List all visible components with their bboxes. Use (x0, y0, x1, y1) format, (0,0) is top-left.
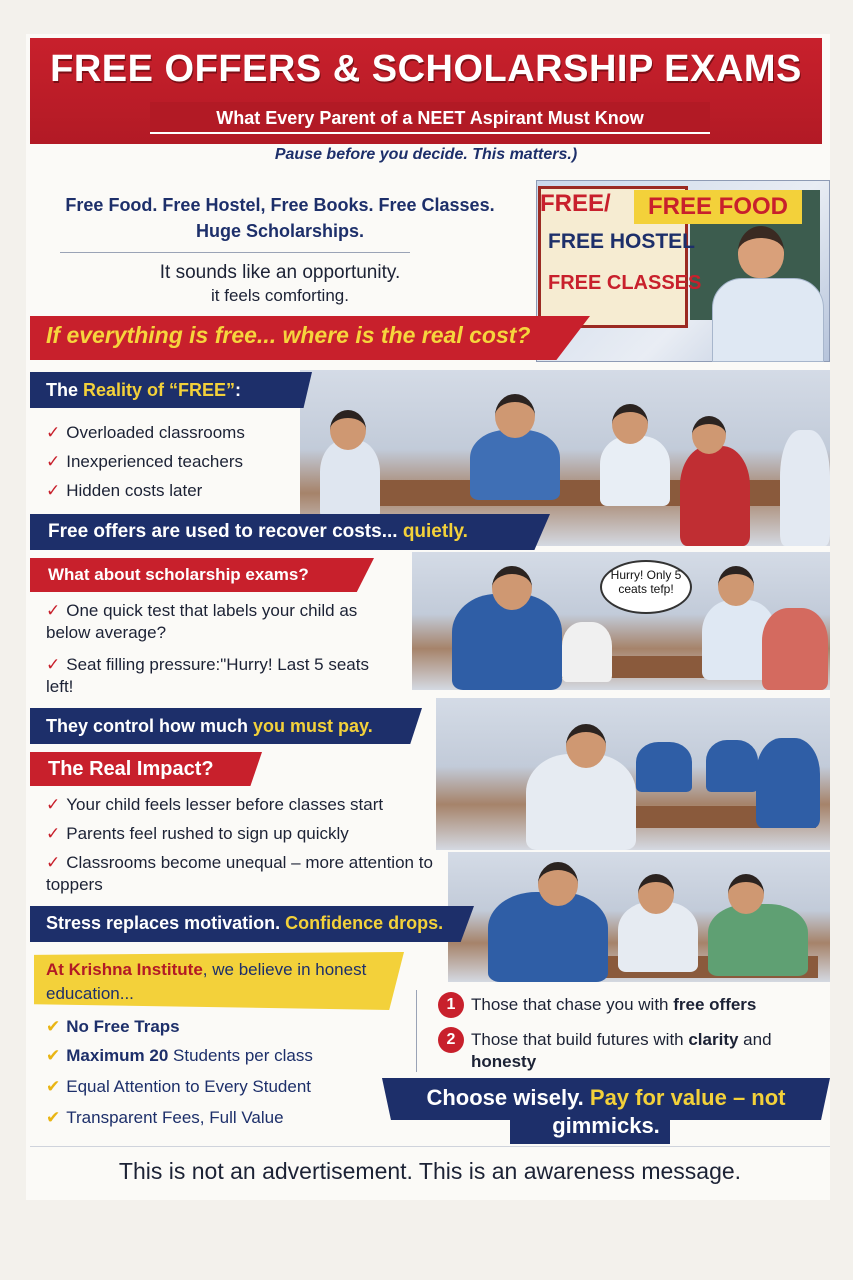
impact-item-2: ✓ Parents feel rushed to sign up quickly (46, 824, 349, 843)
tagline: Pause before you decide. This matters.) (274, 146, 578, 163)
footer-divider (30, 1146, 830, 1147)
reality-item-1: ✓ Overloaded classrooms (46, 423, 245, 442)
board-free-food: FREE FOOD (634, 190, 802, 224)
feature-equal-attention: ✔ Equal Attention to Every Student (46, 1077, 312, 1096)
worried-family-illustration (448, 852, 830, 982)
feature-max-students: ✔ Maximum 20 Students per class (46, 1046, 313, 1065)
intro-line3: It sounds like an opportunity. (159, 262, 401, 283)
board-free-classes: FREE CLASSES (548, 272, 702, 294)
awareness-footer: This is not an advertisement. This is an awareness message. (118, 1158, 742, 1184)
teacher-figure (712, 278, 824, 362)
scholarship-footer: They control how much you must pay. (46, 716, 373, 736)
scholarship-item-2: ✓ Seat filling pressure:"Hurry! Last 5 seats left! (46, 655, 369, 696)
intro-line4: it feels comforting. (211, 286, 349, 305)
feature-no-free-traps: ✔ No Free Traps (46, 1017, 180, 1036)
impact-item-3: ✓ Classrooms become unequal – more attention to toppers (46, 853, 433, 894)
institute-statement: At Krishna Institute, we believe in honest education... (46, 960, 367, 1003)
subtitle: What Every Parent of a NEET Aspirant Must Know (150, 102, 710, 134)
intro-divider (60, 252, 410, 253)
choice-1: Those that chase you with free offers (471, 995, 757, 1014)
teacher-head (738, 226, 784, 278)
board-free-hostel: FREE HOSTEL (548, 230, 696, 253)
choices-divider (416, 990, 417, 1072)
impact-item-1: ✓ Your child feels lesser before classes start (46, 795, 384, 814)
question-text: If everything is free... where is the real cost? (46, 322, 531, 348)
choice-number-1: 1 (438, 992, 464, 1018)
scholarship-item-1: ✓ One quick test that labels your child as below average? (46, 601, 358, 642)
board-free: FREE/ (540, 190, 611, 217)
choice-2: Those that build futures with clarity and honesty (471, 1030, 772, 1071)
page-title: FREE OFFERS & SCHOLARSHIP EXAMS (50, 48, 802, 90)
hurry-speech-bubble: Hurry! Only 5 ceats tefp! (600, 560, 692, 614)
reality-heading: The Reality of “FREE”: (46, 380, 242, 400)
choice-number-2: 2 (438, 1027, 464, 1053)
scholarship-heading: What about scholarship exams? (48, 565, 309, 584)
reality-item-2: ✓ Inexperienced teachers (46, 452, 243, 471)
intro-offers (30, 192, 530, 244)
stressed-classroom-illustration (436, 698, 830, 850)
choose-wisely-text: Choose wisely. Pay for value – not gimmicks. (426, 1085, 786, 1138)
intro-line2: Huge Scholarships. (195, 221, 365, 241)
feature-transparent-fees: ✔ Transparent Fees, Full Value (46, 1108, 284, 1127)
impact-heading: The Real Impact? (48, 758, 214, 780)
reality-item-3: ✓ Hidden costs later (46, 481, 203, 500)
impact-footer: Stress replaces motivation. Confidence drops. (46, 913, 444, 933)
intro-line1: Free Food. Free Hostel, Free Books. Free Classes. (65, 195, 495, 215)
reality-footer: Free offers are used to recover costs... quietly. (48, 521, 468, 542)
